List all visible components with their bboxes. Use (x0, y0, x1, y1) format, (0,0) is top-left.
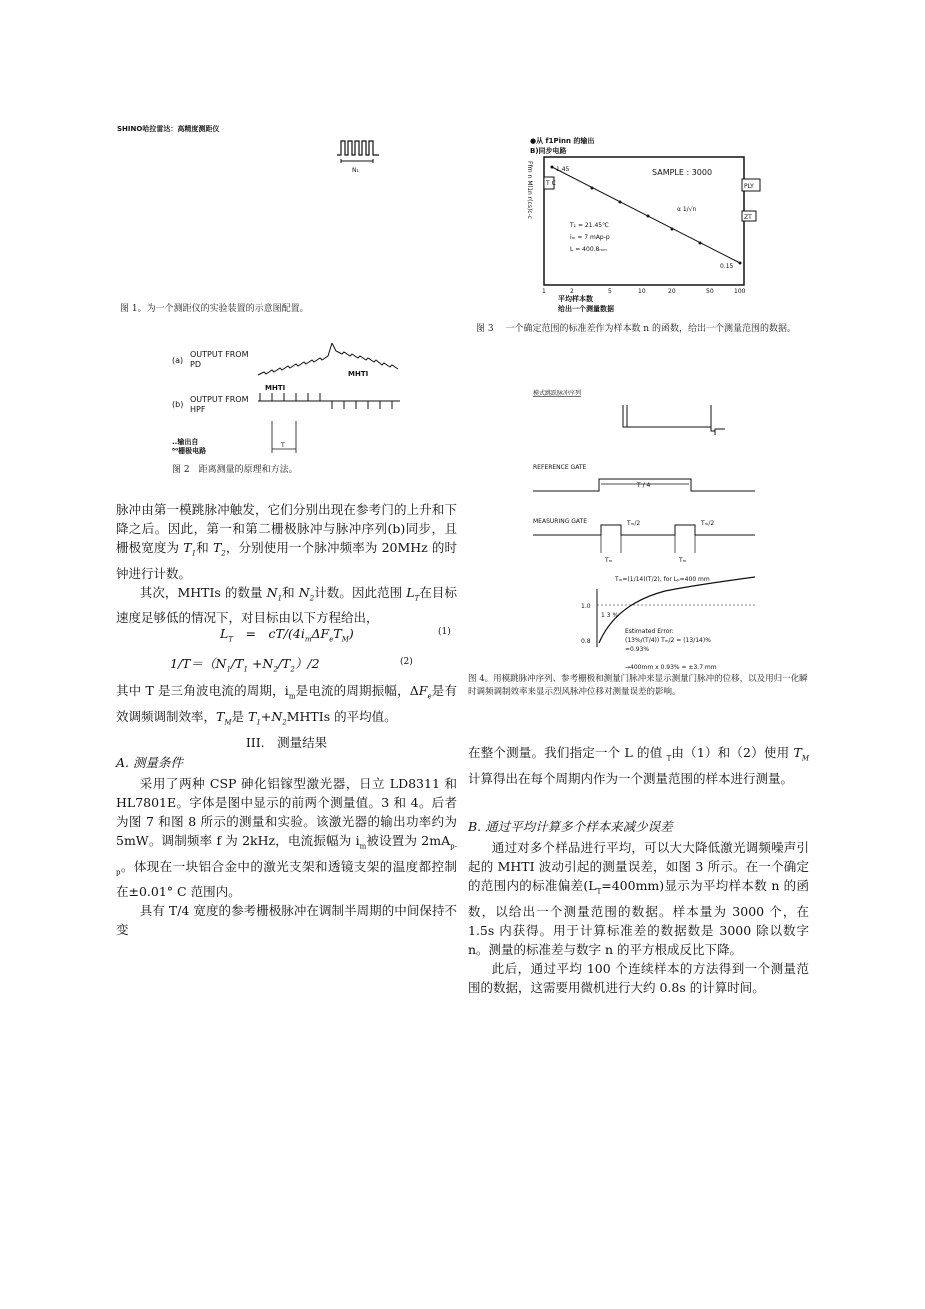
fig3-t-param: T₁ = 21.45℃ (570, 222, 609, 229)
left-column-2 (116, 681, 457, 732)
right-para-1: 在整个测量。我们指定一个 L 的值 $_T$由（1）和（2）使用 $T_M$计算得出在每个周期内作为一个测量范围的样本进行测量。 (468, 745, 809, 786)
figure-2-caption: 图 2 距离测量的原理和方法。 (172, 465, 298, 475)
fig4-title: 模式跳跃脉冲序列 (533, 390, 582, 397)
fig3-xtick: 100 (734, 288, 746, 295)
fig4-est2: (13%/(T/4)) Tₘ/2 = (13/14)% (625, 637, 711, 644)
fig4-formula: Tₘ=(1/14)(T/2), for Lₚ=400 mm (615, 576, 710, 583)
fig3-ylabel: Ffrn n Ml1n r(cs)c-c (526, 161, 533, 220)
fig2-a-text2: PD (190, 360, 201, 369)
fig3-xtick: 2 (570, 288, 574, 295)
fig4-t4-label: T / 4 (637, 482, 651, 489)
fig4-pct: 1 3 % (601, 612, 619, 619)
section-heading-iii: III. 测量结果 (245, 735, 328, 750)
figure-4 (525, 385, 770, 675)
left-column-3 (116, 774, 457, 939)
fig4-mode-hop-pulses (623, 405, 725, 435)
left-para-1: 脉冲由第一模跳脉冲触发，它们分别出现在参考门的上升和下降之后。因此，第一和第二栅极脉冲与脉冲序列(b)同步，且栅极宽度为 $T_1$和 $T_2$，分别使用一个脉冲频率为 20MHz 的时钟进行计数。 (116, 502, 457, 581)
fig2-note2: ⁸⁰栅极电路 (172, 447, 207, 455)
left-para-4: 采用了两种 CSP 砷化铝镓型激光器，日立 LD8311 和 HL7801E。字体是图中显示的前两个测量值。3 和 4。后者为图 7 和图 8 所示的测量和实验。该激光器的输出功率约为 5mW。调制频率 f 为 2kHz，电流振幅为 $i_m$被设置为 $2mA_{p-p}$。体现在一块铝合金中的激光支架和透镜支架的温度都控制在±0.01° C 范围内。 (116, 776, 457, 899)
fig3-xtick: 50 (706, 288, 714, 295)
fig3-xlabel-2: 给出一个测量数据 (558, 305, 614, 313)
fig4-ref-gate: REFERENCE GATE (533, 464, 587, 471)
left-column (116, 500, 457, 627)
fig2-b-text1: OUTPUT FROM (190, 395, 249, 404)
equation-1: $L_T$ = $cT/(4i_m\Delta F_eT_M)$ (220, 626, 354, 644)
fig4-y08: 0.8 (581, 638, 591, 645)
fig4-est1: Estimated Error: (625, 628, 674, 635)
mhti-label-1: MHTI (265, 384, 286, 392)
fig3-xtick: 1 (542, 288, 546, 295)
equation-2-number: (2) (400, 657, 413, 667)
figure-3 (522, 135, 772, 317)
fig4-tm-b: Tₘ (679, 557, 687, 564)
fig4-tm-a: Tₘ (605, 557, 613, 564)
right-column (468, 743, 809, 788)
fig3-alpha-label: α 1/√n (677, 206, 697, 213)
fig4-bottom: →400mm x 0.93% = ±3.7 mm (625, 664, 717, 671)
figure-1 (335, 135, 385, 177)
fig3-xtick: 5 (608, 288, 612, 295)
fig3-xtick: 10 (638, 288, 646, 295)
fig3-xtick: 20 (668, 288, 676, 295)
fig2-b-text2: HPF (190, 405, 206, 414)
fig3-plot-frame (544, 157, 744, 285)
figure-1-caption: 图 1。为一个测距仪的实验装置的示意图配置。 (120, 304, 309, 314)
fig3-right-box-2: ZT (744, 214, 752, 221)
right-para-2: 通过对多个样品进行平均，可以大大降低激光调频噪声引起的 MHTI 波动引起的测量误差，如图 3 所示。在一个确定的范围内的标准偏差$(L_T=400mm)$显示为平均样本数 n 的函数，以给出一个测量范围的数据。样本量为 3000 个，在 1.5s 内获得。用于计算标准差的数据数是 3000 除以数字 n。测量的标准差与数字 n 的平方根成反比下降。 (468, 840, 809, 957)
fig4-meas-gate: MEASURING GATE (533, 518, 587, 525)
equation-2: $1/T=(N_1/T_1 +N_2/T_2)/2$ (170, 656, 320, 674)
fig4-tm2-b: Tₘ/2 (701, 520, 715, 527)
pulse-count-label: N₁ (352, 167, 359, 174)
fig4-tm2-a: Tₘ/2 (627, 520, 641, 527)
fig3-end-value: 0.15 (720, 263, 734, 270)
fig4-est3: =0.93% (625, 646, 650, 653)
fig2-a-text1: OUTPUT FROM (190, 350, 249, 359)
period-label: T (281, 442, 285, 449)
left-para-5: 具有 T/4 宽度的参考栅极脉冲在调制半周期的中间保持不变 (116, 903, 457, 937)
pulse-train (337, 141, 379, 155)
subsection-b-heading: B. 通过平均计算多个样本来减少误差 (468, 819, 673, 834)
fig3-xlabel-1: 平均样本数 (558, 295, 593, 303)
figure-2 (168, 343, 418, 463)
left-para-2: 其次，MHTIs 的数量 $N_1$和 $N_2$计数。因此范围 $L_T$在目标速度足够低的情况下，对目标由以下方程给出， (116, 584, 457, 625)
mhti-label-2: MHTI (348, 370, 369, 378)
fig3-start-value: 1.45 (556, 166, 570, 173)
fig3-right-box-1: PLY (744, 183, 754, 190)
figure-4-caption: 图 4。用模跳脉冲序列、参考栅极和测量门脉冲来显示测量门脉冲的位移，以及用归一化瞬时调频调制效率来显示烈风脉冲位移对测量误差的影响。 (468, 674, 808, 697)
fig3-x-ticks (542, 288, 746, 295)
fig3-l-param: L = 400.8ₘₘ (570, 246, 607, 253)
equation-1-number: (1) (438, 627, 451, 637)
subsection-a-heading: A. 测量条件 (116, 755, 183, 770)
fig4-measuring-gate (533, 525, 755, 535)
fig3-note1: ●从 f1Pinn 的输出 (530, 137, 595, 145)
fig3-i-param: iₘ = 7 mAp-p (570, 234, 610, 241)
left-para-3: 其中 T 是三角波电流的周期，$i_m$是电流的周期振幅，$\Delta F_e$是有效调频调制效率，$T_M$是 $T_1+N_2MHTIs$ 的平均值。 (116, 683, 457, 726)
triangle-wave (258, 343, 398, 375)
fig3-sample-label: SAMPLE : 3000 (652, 168, 713, 177)
running-header: SHINO哈拉雷达：高精度测距仪 (117, 125, 220, 133)
fig4-y10: 1.0 (581, 603, 591, 610)
fig3-note2: B)同步电路 (530, 147, 567, 155)
right-column-2 (468, 838, 809, 997)
fig2-b-label: (b) (172, 400, 184, 409)
figure-3-caption: 图 3 一个确定范围的标准差作为样本数 n 的函数，给出一个测量范围的数据。 (476, 324, 796, 334)
fig2-a-label: (a) (172, 356, 184, 365)
right-para-3: 此后，通过平均 100 个连续样本的方法得到一个测量范围的数据，这需要用微机进行大约 0.8s 的计算时间。 (468, 960, 809, 995)
fig2-note1: ..输出自 (172, 438, 199, 446)
fig4-efficiency-curve (599, 577, 755, 643)
fig3-left-box: T C (546, 180, 556, 187)
